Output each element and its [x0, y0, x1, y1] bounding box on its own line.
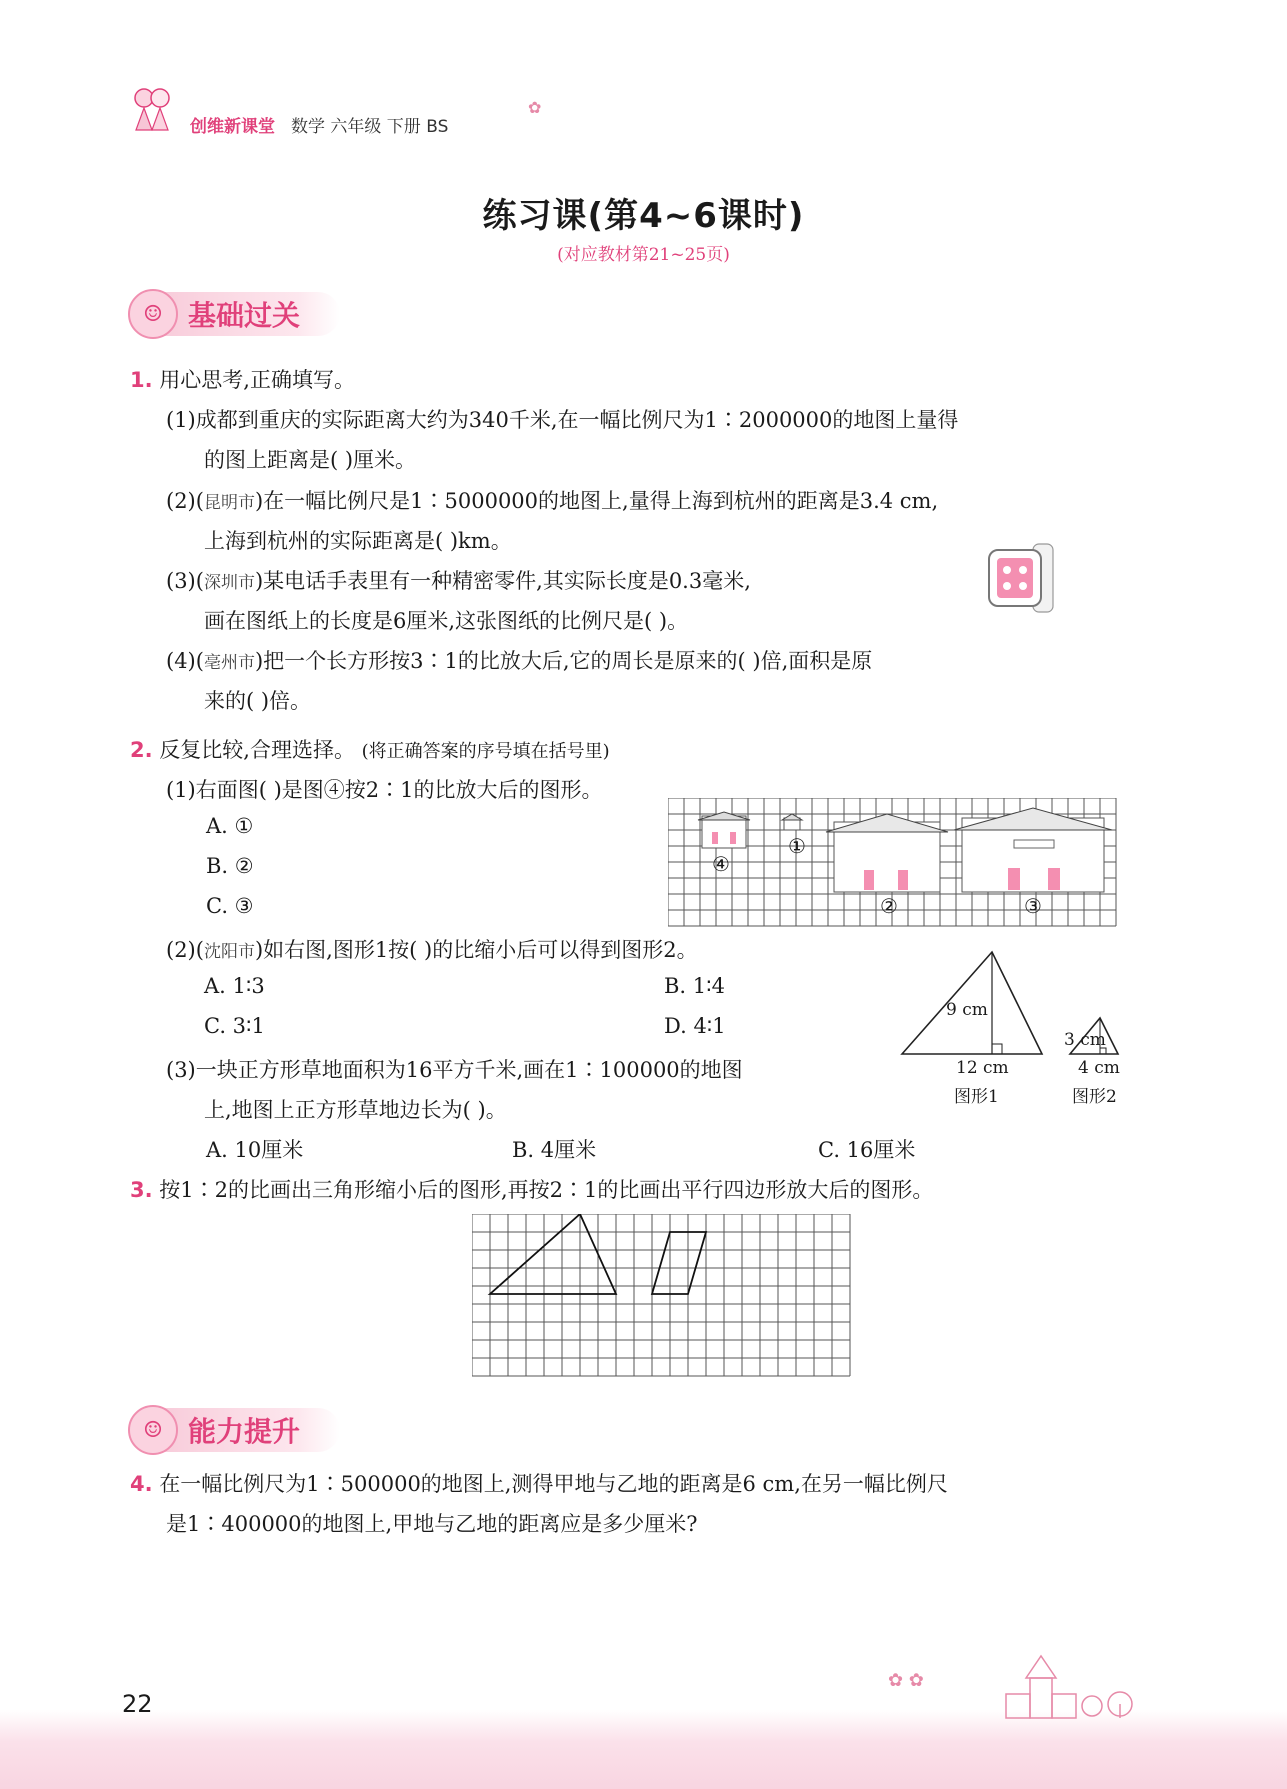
q1-p4-text: )把一个长方形按3∶1的比放大后,它的周长是原来的( )倍,面积是原	[254, 649, 873, 673]
header-bar	[190, 112, 448, 137]
q2-sub2-opt-b: B. 1∶4	[664, 974, 725, 998]
grid-label-2: ②	[880, 894, 898, 918]
q2-heading	[130, 734, 610, 764]
q1-part1-line1: (1)成都到重庆的实际距离大约为340千米,在一幅比例尺为1∶2000000的地图上量得	[166, 408, 959, 432]
header-mascot	[128, 84, 174, 132]
section-badge-icon-2: ☺	[128, 1405, 178, 1455]
q2-sub3-opt-b: B. 4厘米	[512, 1138, 597, 1162]
q2-s2-text: )如右图,图形1按( )的比缩小后可以得到图形2。	[254, 938, 698, 962]
page-subtitle: (对应教材第21~25页)	[557, 245, 730, 265]
q3-number: 3.	[130, 1178, 153, 1202]
q1-text: 用心思考,正确填写。	[159, 368, 355, 392]
q1-part2-line2: 上海到杭州的实际距离是( )km。	[204, 529, 512, 553]
footer-band	[0, 1710, 1287, 1789]
q1-p2-text: )在一幅比例尺是1∶5000000的地图上,量得上海到杭州的距离是3.4 cm,	[254, 489, 939, 513]
q4-line1	[130, 1468, 948, 1498]
q1-part2-line1	[166, 485, 938, 515]
section-label-ability: 能力提升	[188, 1415, 301, 1448]
section-banner-ability	[130, 1408, 340, 1452]
q1-p2-prefix: (2)(	[166, 489, 204, 513]
q2-sub2-opt-c: C. 3∶1	[204, 1014, 265, 1038]
flower-decoration-icon: ✿ ✿	[888, 1670, 924, 1691]
q4-number: 4.	[130, 1472, 153, 1496]
q1-p3-prefix: (3)(	[166, 569, 204, 593]
tri1-height-label: 9 cm	[946, 1000, 988, 1020]
grid-label-1: ①	[788, 834, 806, 858]
q2-sub1-opt-c: C. ③	[206, 894, 254, 918]
tri1-base-label: 12 cm	[956, 1058, 1009, 1078]
section-label-basic: 基础过关	[188, 299, 301, 332]
q2-s2-city: 沈阳市	[203, 942, 255, 962]
q1-p3-city: 深圳市	[203, 573, 255, 593]
q2-s2-prefix: (2)(	[166, 938, 204, 962]
q1-heading	[130, 364, 355, 394]
q2-sub2-opt-a: A. 1∶3	[204, 974, 265, 998]
q2-sub3-opt-c: C. 16厘米	[818, 1138, 916, 1162]
q2-sub3-line1: (3)一块正方形草地面积为16平方千米,画在1∶100000的地图	[166, 1058, 743, 1082]
tri2-base-label: 4 cm	[1078, 1058, 1120, 1078]
q1-p4-city: 亳州市	[203, 653, 255, 673]
q2-sub3-opt-a: A. 10厘米	[206, 1138, 304, 1162]
q4-text-a: 在一幅比例尺为1∶500000的地图上,测得甲地与乙地的距离是6 cm,在另一幅比例尺	[159, 1472, 948, 1496]
grid-label-4: ④	[712, 852, 730, 876]
page-title: 练习课(第4~6课时)	[482, 196, 805, 236]
q2-note: (将正确答案的序号填在括号里)	[361, 741, 610, 762]
header-flower-icon: ✿	[528, 98, 542, 117]
page-number: 22	[122, 1690, 153, 1718]
section-badge-icon: ☺	[128, 289, 178, 339]
q2-number: 2.	[130, 738, 153, 762]
q2-sub1-opt-b: B. ②	[206, 854, 254, 878]
q1-part3-line1	[166, 565, 751, 595]
q1-p4-prefix: (4)(	[166, 649, 204, 673]
grid-label-3: ③	[1024, 894, 1042, 918]
section-banner-basic	[130, 292, 340, 336]
tri2-name: 图形2	[1072, 1087, 1117, 1107]
q4-line2: 是1∶400000的地图上,甲地与乙地的距离应是多少厘米?	[166, 1512, 698, 1536]
triangle-figures	[896, 948, 1136, 1108]
q1-number: 1.	[130, 368, 153, 392]
tri1-name: 图形1	[954, 1087, 999, 1107]
castle-decoration-icon	[980, 1650, 1160, 1720]
q1-part4-line1	[166, 645, 872, 675]
q2-sub1: (1)右面图( )是图④按2∶1的比放大后的图形。	[166, 778, 603, 802]
q1-p2-city: 昆明市	[203, 493, 255, 513]
q2-sub1-opt-a: A. ①	[206, 814, 254, 838]
q1-part1-line2: 的图上距离是( )厘米。	[204, 448, 417, 472]
smartwatch-icon	[985, 540, 1063, 616]
q2-sub2	[166, 934, 698, 964]
building-grid-figure	[668, 798, 1128, 928]
q2-text: 反复比较,合理选择。	[159, 738, 355, 762]
header-info: 数学 六年级 下册 BS	[291, 117, 449, 137]
q3-heading	[130, 1174, 933, 1204]
q2-sub2-opt-d: D. 4∶1	[664, 1014, 726, 1038]
q1-part3-line2: 画在图纸上的长度是6厘米,这张图纸的比例尺是( )。	[204, 609, 689, 633]
q3-text: 按1∶2的比画出三角形缩小后的图形,再按2∶1的比画出平行四边形放大后的图形。	[159, 1178, 934, 1202]
header-brand: 创维新课堂	[190, 117, 275, 137]
drawing-grid[interactable]	[472, 1214, 860, 1378]
tri2-height-label: 3 cm	[1064, 1030, 1106, 1050]
q2-sub3-line2: 上,地图上正方形草地边长为( )。	[204, 1098, 507, 1122]
q1-p3-text: )某电话手表里有一种精密零件,其实际长度是0.3毫米,	[254, 569, 751, 593]
q1-part4-line2: 来的( )倍。	[204, 689, 312, 713]
